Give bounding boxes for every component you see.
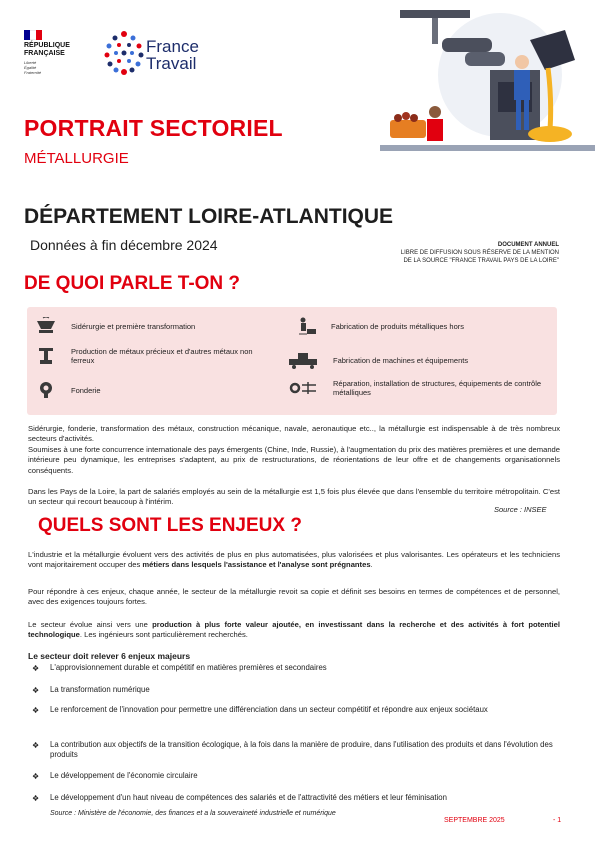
section-heading-enjeux: QUELS SONT LES ENJEUX ?: [38, 515, 302, 536]
french-flag-icon: [24, 30, 42, 40]
paragraph: [28, 620, 560, 641]
sector-item-label: Réparation, installation de structures, équipements de contrôle métalliques: [333, 379, 542, 397]
paragraph-text: .: [370, 560, 373, 570]
paragraph-text: . Les ingénieurs sont particulièrement recherchés.: [79, 630, 248, 640]
paragraph: [28, 550, 560, 571]
page-title: PORTRAIT SECTORIEL: [24, 115, 283, 141]
department-title: DÉPARTEMENT LOIRE-ATLANTIQUE: [24, 205, 394, 228]
paragraph-text: Le secteur évolue ainsi vers une: [28, 620, 153, 629]
sector-item-label: Fabrication de produits métalliques hors: [331, 321, 464, 331]
sector-item: [287, 379, 552, 397]
section-heading-quoi: DE QUOI PARLE T-ON ?: [24, 273, 241, 294]
rf-title: RÉPUBLIQUE FRANÇAISE: [24, 42, 70, 57]
document-notice: [359, 241, 559, 265]
diamond-bullet-icon: ❖: [32, 794, 40, 803]
diamond-bullet-icon: ❖: [32, 772, 40, 781]
list-item-text: La contribution aux objectifs de la transition écologique, à la fois dans la manière de produire, dans l'utilisation des produits et dans l'évolution des produits: [50, 740, 553, 760]
rf-motto: Liberté Égalité Fraternité: [24, 60, 42, 75]
sector-name: MÉTALLURGIE: [24, 150, 129, 167]
source-value: INSEE: [524, 505, 547, 514]
list-item-text: Le développement d'un haut niveau de compétences des salariés et de l'attractivité des métiers et leur féminisation: [50, 793, 447, 802]
list-item-text: La transformation numérique: [50, 685, 150, 694]
list-item-text: Le développement de l'économie circulaire: [50, 771, 198, 780]
france-travail-dots-icon: [104, 30, 146, 76]
list-item-text: L'approvisionnement durable et compétitif en matières premières et secondaires: [50, 663, 327, 672]
page-number: - 1: [553, 817, 562, 824]
diamond-bullet-icon: ❖: [32, 741, 40, 750]
source-note: [494, 505, 547, 514]
repair-gears-icon: [287, 379, 319, 397]
diamond-bullet-icon: ❖: [32, 706, 40, 715]
paragraph: Dans les Pays de la Loire, la part de salariés employés au sein de la métallurgie est 1,5 fois plus élevée que dans l'ensemble du territoire métropolitain. C'est un secteur qui recourt beaucoup à l'intérim.: [28, 487, 560, 507]
sector-item-label: Fabrication de machines et équipements: [333, 355, 469, 365]
enjeux-source-note: Source : Ministère de l'économie, des finances et a la souveraineté industrielle et numérique: [50, 810, 336, 817]
sector-item: [35, 317, 275, 335]
sector-item: [35, 347, 275, 365]
paragraph-emphasis: métiers dans lesquels l'assistance et l'analyse sont prégnantes: [142, 560, 371, 570]
sector-item: [287, 351, 547, 369]
diamond-bullet-icon: ❖: [32, 664, 40, 673]
steel-furnace-icon: [35, 317, 57, 335]
source-label: Source :: [494, 505, 522, 514]
paragraph-emphasis: production à plus forte valeur ajoutée, en investissant dans la recherche et des activités à fort potentiel technologique: [28, 620, 560, 640]
sector-categories-box: [27, 307, 557, 415]
paragraph: Soumises à une forte concurrence internationale des pays émergents (Chine, Inde, Russie), à l'augmentation du prix des matières premières et une demande intérieure peu dynamique, les entreprises s'adaptent, au prix de restructurations, de réorientations de leur offre et de changements organisationnels conséquents.: [28, 445, 560, 475]
footer-date: SEPTEMBRE 2025: [444, 817, 505, 824]
document-notice-line3: DE LA SOURCE "FRANCE TRAVAIL PAYS DE LA LOIRE": [403, 258, 559, 264]
paragraph: Sidérurgie, fonderie, transformation des métaux, construction mécanique, navale, aeronautique etc.., la métallurgie est indispensable à de très nombreux secteurs d'activités.: [28, 424, 560, 444]
ft-line1: France: [146, 37, 199, 56]
sector-item: [295, 317, 550, 335]
foundry-ladle-icon: [35, 381, 57, 399]
sector-item-label: Sidérurgie et première transformation: [71, 321, 196, 331]
machine-equipment-icon: [287, 351, 319, 369]
sector-item-label: Fonderie: [71, 385, 101, 395]
document-notice-line2: LIBRE DE DIFFUSION SOUS RÉSERVE DE LA MENTION: [400, 250, 559, 256]
precious-metal-press-icon: [35, 347, 57, 365]
paragraph-text: L'industrie et la métallurgie évoluent vers des activités de plus en plus automatisées, plus valorisées et plus valorisantes. Les opérateurs et les techniciens vont majoritairement occuper des: [28, 550, 560, 570]
document-type: DOCUMENT ANNUEL: [497, 242, 559, 248]
sector-item: [35, 381, 275, 399]
worker-metal-icon: [295, 317, 317, 335]
data-date: Données à fin décembre 2024: [30, 237, 218, 253]
republique-francaise-logo: [24, 30, 94, 75]
enjeux-subheading: Le secteur doit relever 6 enjeux majeurs: [28, 651, 191, 661]
metallurgy-workers-illustration: [380, 0, 595, 160]
france-travail-logo: [104, 30, 234, 76]
ft-line2: Travail: [146, 54, 197, 73]
list-item-text: Le renforcement de l'innovation pour permettre une différenciation dans un secteur compétitif et répondre aux enjeux sociétaux: [50, 705, 488, 714]
paragraph: Pour répondre à ces enjeux, chaque année, le secteur de la métallurgie revoit sa copie et définit ses besoins en termes de compétences et de personnel, avec des exigences toujours fortes.: [28, 587, 560, 607]
diamond-bullet-icon: ❖: [32, 686, 40, 695]
sector-item-label: Production de métaux précieux et d'autres métaux non ferreux: [71, 347, 253, 365]
